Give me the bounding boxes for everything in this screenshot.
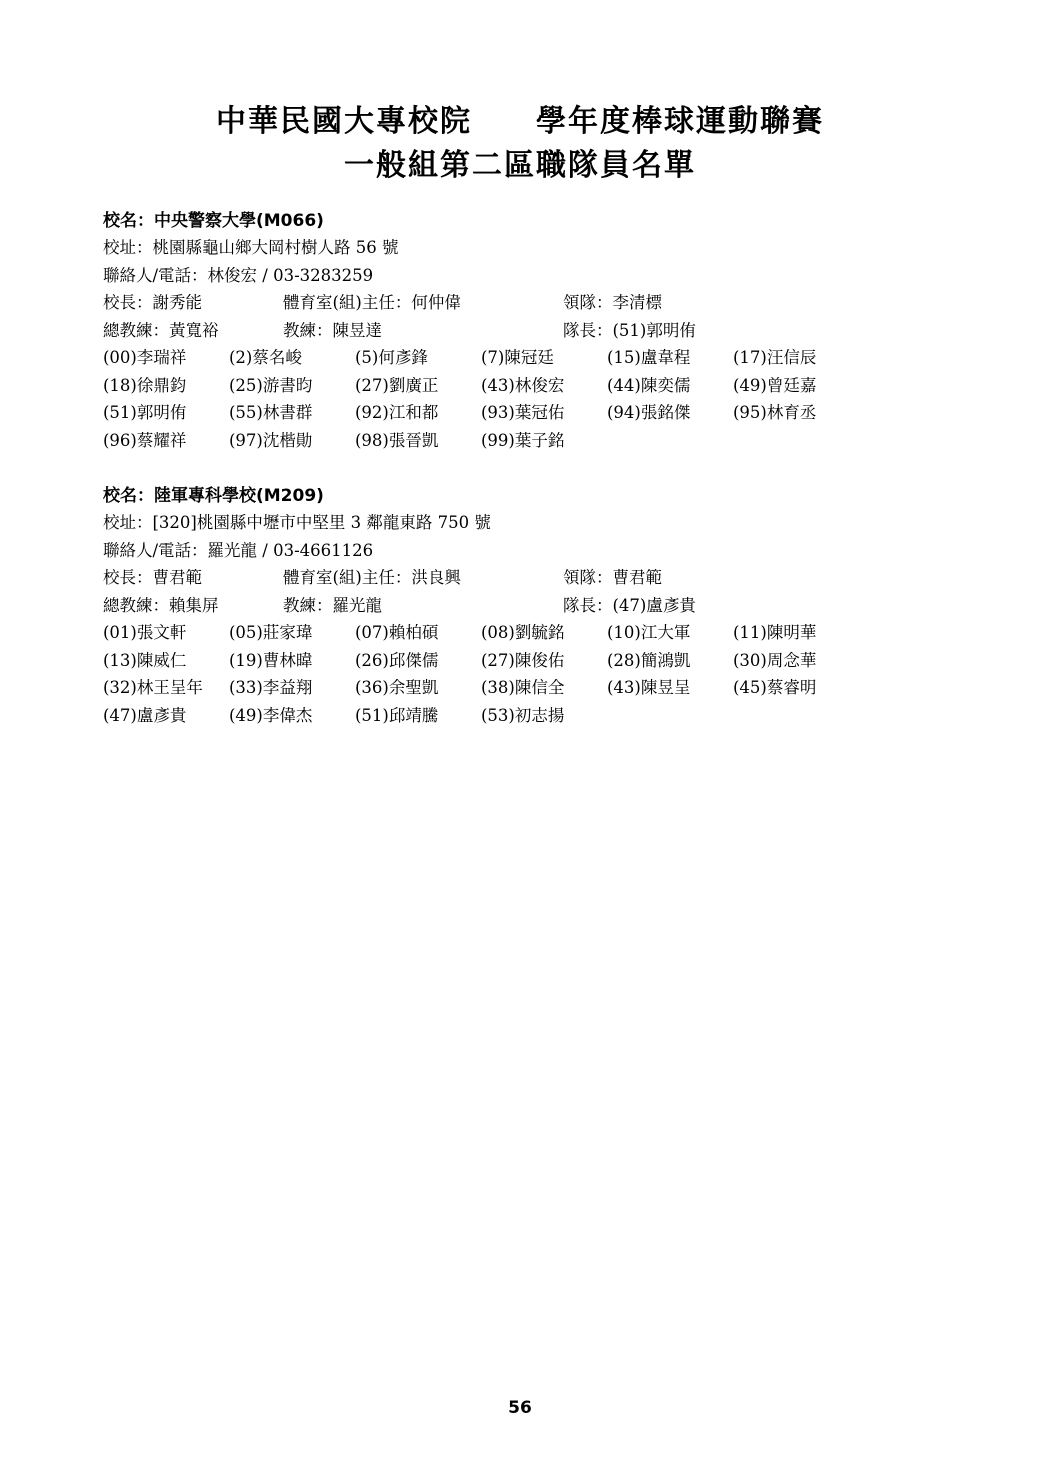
team-leader: 領隊：李清標 [563, 293, 662, 312]
player-entry: (53)初志揚 [481, 705, 565, 725]
player-row [103, 619, 923, 647]
player-entry: (2)蔡名峻 [229, 348, 302, 367]
player-entry: (43)林俊宏 [481, 375, 565, 395]
captain: 隊長：(51)郭明侑 [563, 320, 696, 340]
player-entry: (30)周念華 [733, 650, 817, 670]
player-entry: (94)張銘傑 [607, 403, 691, 422]
player-entry: (5)何彥鋒 [355, 348, 428, 367]
school-section [103, 483, 923, 729]
player-entry: (51)邱靖騰 [355, 705, 439, 725]
school-name: 校名：陸軍專科學校(M209) [103, 486, 324, 506]
school-contact: 聯絡人/電話：羅光龍 / 03-4661126 [103, 540, 374, 560]
player-entry: (96)蔡耀祥 [103, 430, 187, 450]
player-entry: (19)曹林暐 [229, 650, 313, 670]
player-entry: (55)林書群 [229, 403, 313, 422]
player-entry: (13)陳威仁 [103, 650, 187, 670]
player-entry: (36)余聖凱 [355, 678, 439, 697]
staff-row-1 [103, 564, 923, 592]
player-entry: (33)李益翔 [229, 678, 313, 697]
player-entry: (95)林育丞 [733, 403, 817, 422]
player-entry: (93)葉冠佑 [481, 403, 565, 422]
player-entry: (32)林王呈年 [103, 678, 203, 697]
school-section [103, 208, 923, 454]
player-entry: (28)簡鴻凱 [607, 650, 691, 670]
captain: 隊長：(47)盧彥貴 [563, 595, 696, 615]
player-entry: (97)沈楷勛 [229, 430, 313, 450]
staff-row-2 [103, 317, 923, 345]
player-entry: (00)李瑞祥 [103, 348, 187, 367]
player-entry: (08)劉毓銘 [481, 623, 565, 642]
player-entry: (27)劉廣正 [355, 375, 439, 395]
player-entry: (44)陳奕儒 [607, 375, 691, 395]
player-row [103, 647, 923, 675]
player-entry: (25)游書昀 [229, 375, 313, 395]
player-entry: (05)莊家瑋 [229, 623, 313, 642]
document-title [0, 100, 1040, 188]
coach: 教練：陳昱達 [283, 320, 382, 340]
player-entry: (99)葉子銘 [481, 430, 565, 450]
player-entry: (45)蔡睿明 [733, 678, 817, 697]
staff-row-2 [103, 592, 923, 620]
principal: 校長：曹君範 [103, 568, 202, 587]
player-entry: (51)郭明侑 [103, 403, 187, 422]
player-row [103, 427, 923, 455]
player-entry: (49)李偉杰 [229, 705, 313, 725]
player-entry: (18)徐鼎鈞 [103, 375, 187, 395]
player-entry: (17)汪信辰 [733, 348, 817, 367]
player-entry: (01)張文軒 [103, 623, 187, 642]
player-entry: (15)盧韋程 [607, 348, 691, 367]
player-entry: (07)賴柏碩 [355, 623, 439, 642]
player-row [103, 399, 923, 427]
player-entry: (98)張晉凱 [355, 430, 439, 450]
player-row [103, 372, 923, 400]
staff-row-1 [103, 289, 923, 317]
player-entry: (47)盧彥貴 [103, 705, 187, 725]
school-name: 校名：中央警察大學(M066) [103, 211, 324, 231]
school-address: 校址：桃園縣龜山鄉大岡村樹人路 56 號 [103, 238, 399, 257]
player-entry: (38)陳信全 [481, 678, 565, 697]
coach: 教練：羅光龍 [283, 595, 382, 615]
school-address: 校址：[320]桃園縣中壢市中堅里 3 鄰龍東路 750 號 [103, 513, 491, 532]
head-coach: 總教練：黃寬裕 [103, 320, 219, 340]
player-entry: (26)邱傑儒 [355, 650, 439, 670]
principal: 校長：謝秀能 [103, 293, 202, 312]
pe-director: 體育室(組)主任：洪良興 [283, 568, 461, 587]
player-entry: (49)曾廷嘉 [733, 375, 817, 395]
player-entry: (27)陳俊佑 [481, 650, 565, 670]
title-line-2: 一般組第二區職隊員名單 [344, 148, 696, 183]
player-entry: (92)江和都 [355, 403, 439, 422]
pe-director: 體育室(組)主任：何仲偉 [283, 293, 461, 312]
player-row [103, 702, 923, 730]
player-entry: (43)陳昱呈 [607, 678, 691, 697]
school-contact: 聯絡人/電話：林俊宏 / 03-3283259 [103, 265, 374, 285]
team-leader: 領隊：曹君範 [563, 568, 662, 587]
player-row [103, 344, 923, 372]
title-line-1: 中華民國大專校院 學年度棒球運動聯賽 [216, 104, 824, 139]
head-coach: 總教練：賴集屏 [103, 595, 219, 615]
player-entry: (10)江大軍 [607, 623, 691, 642]
player-entry: (7)陳冠廷 [481, 348, 554, 367]
player-entry: (11)陳明華 [733, 623, 817, 642]
page-number: 56 [508, 1398, 532, 1418]
player-row [103, 674, 923, 702]
